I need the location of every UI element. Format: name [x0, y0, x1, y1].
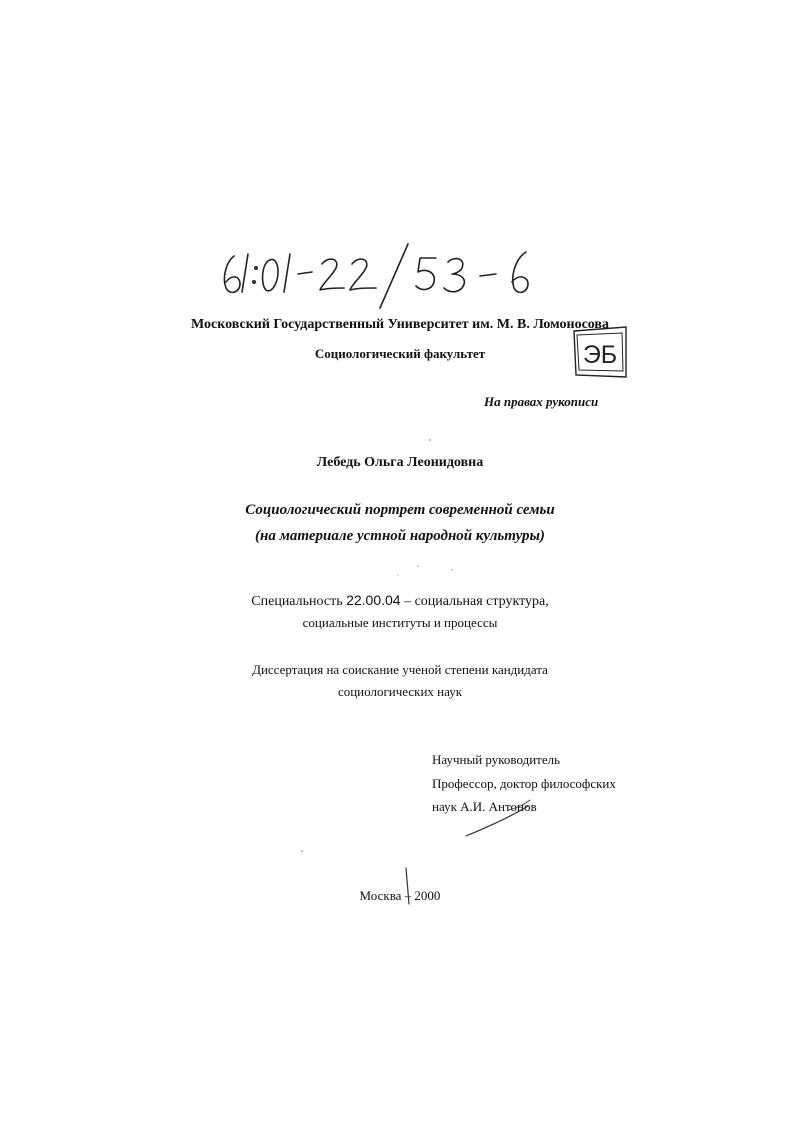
supervisor-name: наук А.И. Антонов	[432, 799, 537, 814]
stamp-text: ЭБ	[582, 341, 618, 369]
degree-line1: Диссертация на соискание ученой степени кандидата	[252, 662, 548, 677]
dissertation-title-line2: (на материале устной народной культуры)	[255, 528, 545, 544]
city-year: Москва – 2000	[359, 888, 441, 903]
supervisor-title: Профессор, доктор философских	[432, 776, 616, 791]
specialty-prefix: Специальность	[251, 594, 343, 609]
faculty-name: Социологический факультет	[314, 346, 486, 361]
handwritten-archive-code	[212, 238, 572, 310]
specialty-line1	[0, 592, 795, 610]
university-name: Московский Государственный Университет им. М. В. Ломоносова	[191, 317, 609, 332]
dissertation-title-line1: Социологический портрет современной семьи	[245, 502, 555, 518]
library-stamp	[572, 325, 628, 379]
author-name: Лебедь Ольга Леонидовна	[316, 455, 484, 470]
specialty-suffix: – социальная структура,	[400, 594, 549, 609]
degree-line2: социологических наук	[337, 684, 463, 699]
rights-note: На правах рукописи	[484, 394, 599, 409]
specialty-code: 22.00.04	[346, 592, 401, 608]
supervisor-heading: Научный руководитель	[432, 752, 561, 767]
specialty-line2: социальные институты и процессы	[302, 615, 498, 630]
